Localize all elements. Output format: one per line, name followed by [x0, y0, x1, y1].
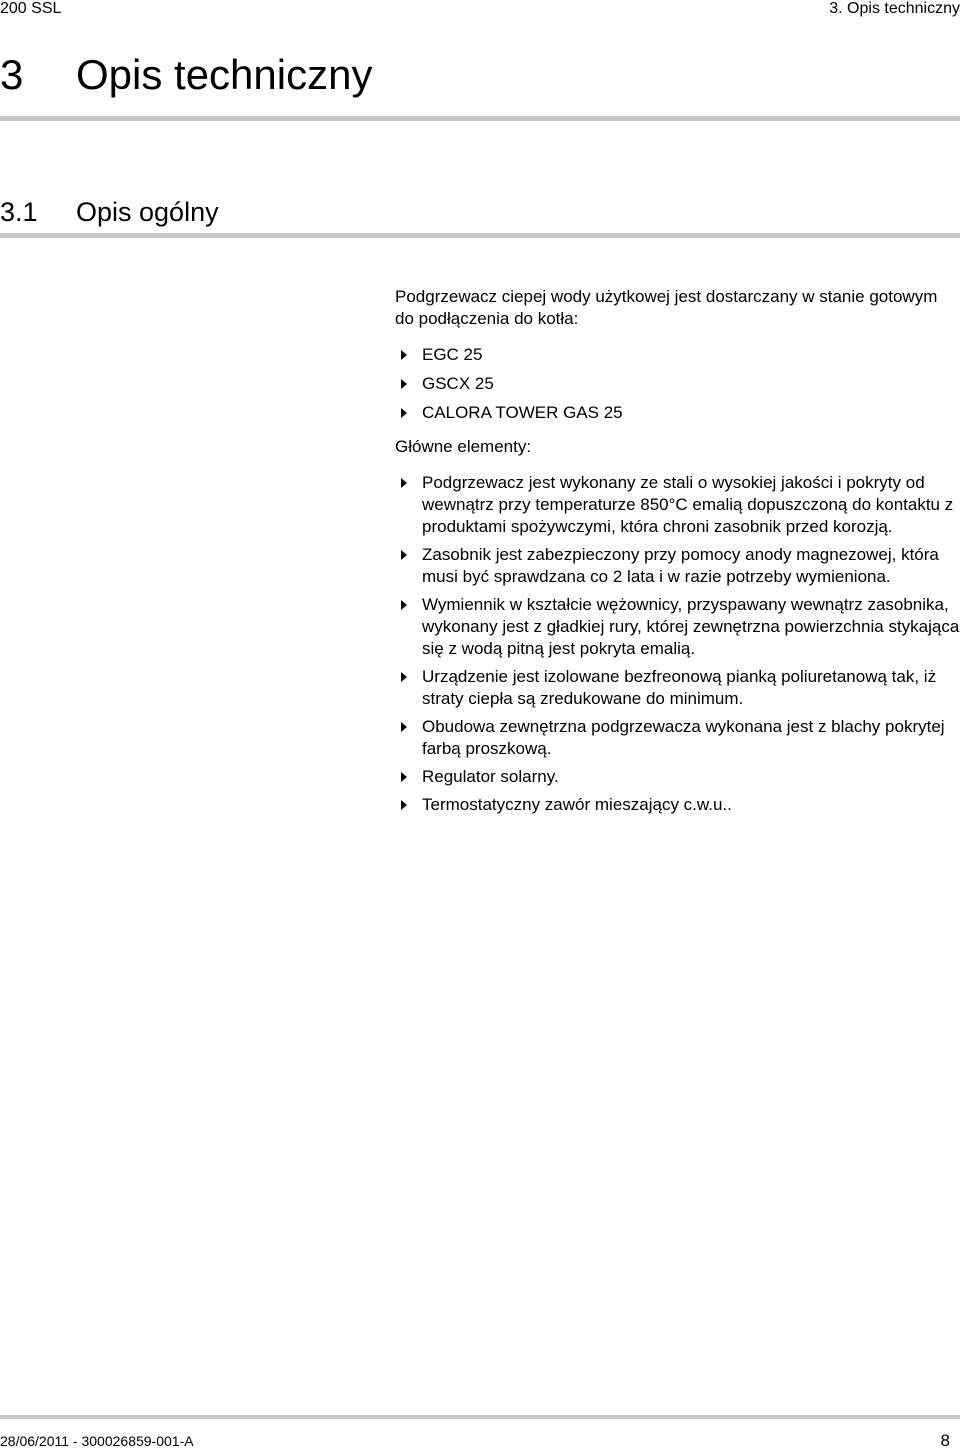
section-title-text: Opis ogólny — [76, 197, 219, 227]
bullet-arrow-icon — [401, 672, 407, 682]
section-body — [395, 286, 960, 822]
bullet-arrow-icon — [401, 600, 407, 610]
list-item-text: GSCX 25 — [422, 374, 494, 393]
list-item — [395, 472, 960, 538]
list-item-text: Podgrzewacz jest wykonany ze stali o wysokiej jakości i pokryty od wewnątrz przy temperaturze 850°C emalią dopuszczoną do kontaktu z produktami spożywczymi, która chroni zasobnik przed korozją. — [422, 473, 954, 536]
model-list — [395, 344, 960, 424]
list-item-text: EGC 25 — [422, 345, 483, 364]
list-item-text: Wymiennik w kształcie wężownicy, przyspawany wewnątrz zasobnika, wykonany jest z gładkiej rury, której zewnętrzna powierzchnia stykająca się z wodą pitną jest pokryta emalią. — [422, 595, 960, 658]
footer-document-id: 28/06/2011 - 300026859-001-A — [0, 1433, 194, 1449]
section-divider — [0, 233, 960, 238]
footer-divider — [0, 1415, 960, 1419]
bullet-arrow-icon — [401, 408, 407, 418]
list-item-text: Termostatyczny zawór mieszający c.w.u.. — [422, 795, 732, 814]
bullet-arrow-icon — [401, 550, 407, 560]
list-item — [395, 766, 960, 788]
bullet-arrow-icon — [401, 379, 407, 389]
chapter-title — [0, 50, 372, 100]
list-item — [395, 594, 960, 660]
list-item — [395, 402, 960, 424]
bullet-arrow-icon — [401, 772, 407, 782]
list-item — [395, 344, 960, 366]
bullet-arrow-icon — [401, 800, 407, 810]
section-title — [0, 196, 219, 228]
list-item — [395, 716, 960, 760]
bullet-arrow-icon — [401, 478, 407, 488]
section-number: 3.1 — [0, 197, 38, 227]
chapter-number: 3 — [0, 51, 24, 98]
bullet-arrow-icon — [401, 350, 407, 360]
header-chapter: 3. Opis techniczny — [829, 0, 960, 17]
page-number: 8 — [940, 1431, 950, 1450]
list-item-text: Regulator solarny. — [422, 767, 559, 786]
list-item-text: Zasobnik jest zabezpieczony przy pomocy anody magnezowej, która musi być sprawdzana co 2 lata i w razie potrzeby wymieniona. — [422, 545, 939, 586]
elements-heading: Główne elementy: — [395, 437, 532, 456]
chapter-title-text: Opis techniczny — [76, 51, 373, 98]
list-item — [395, 373, 960, 395]
list-item-text: Urządzenie jest izolowane bezfreonową pianką poliuretanową tak, iż straty ciepła są zredukowane do minimum. — [422, 667, 937, 708]
header-product: 200 SSL — [0, 0, 62, 17]
bullet-arrow-icon — [401, 722, 407, 732]
list-item — [395, 666, 960, 710]
intro-paragraph: Podgrzewacz ciepej wody użytkowej jest dostarczany w stanie gotowym do podłączenia do kotła: — [395, 287, 938, 328]
list-item — [395, 544, 960, 588]
list-item-text: CALORA TOWER GAS 25 — [422, 403, 623, 422]
chapter-divider — [0, 116, 960, 121]
list-item — [395, 794, 960, 816]
list-item-text: Obudowa zewnętrzna podgrzewacza wykonana jest z blachy pokrytej farbą proszkową. — [422, 717, 945, 758]
feature-list — [395, 472, 960, 816]
